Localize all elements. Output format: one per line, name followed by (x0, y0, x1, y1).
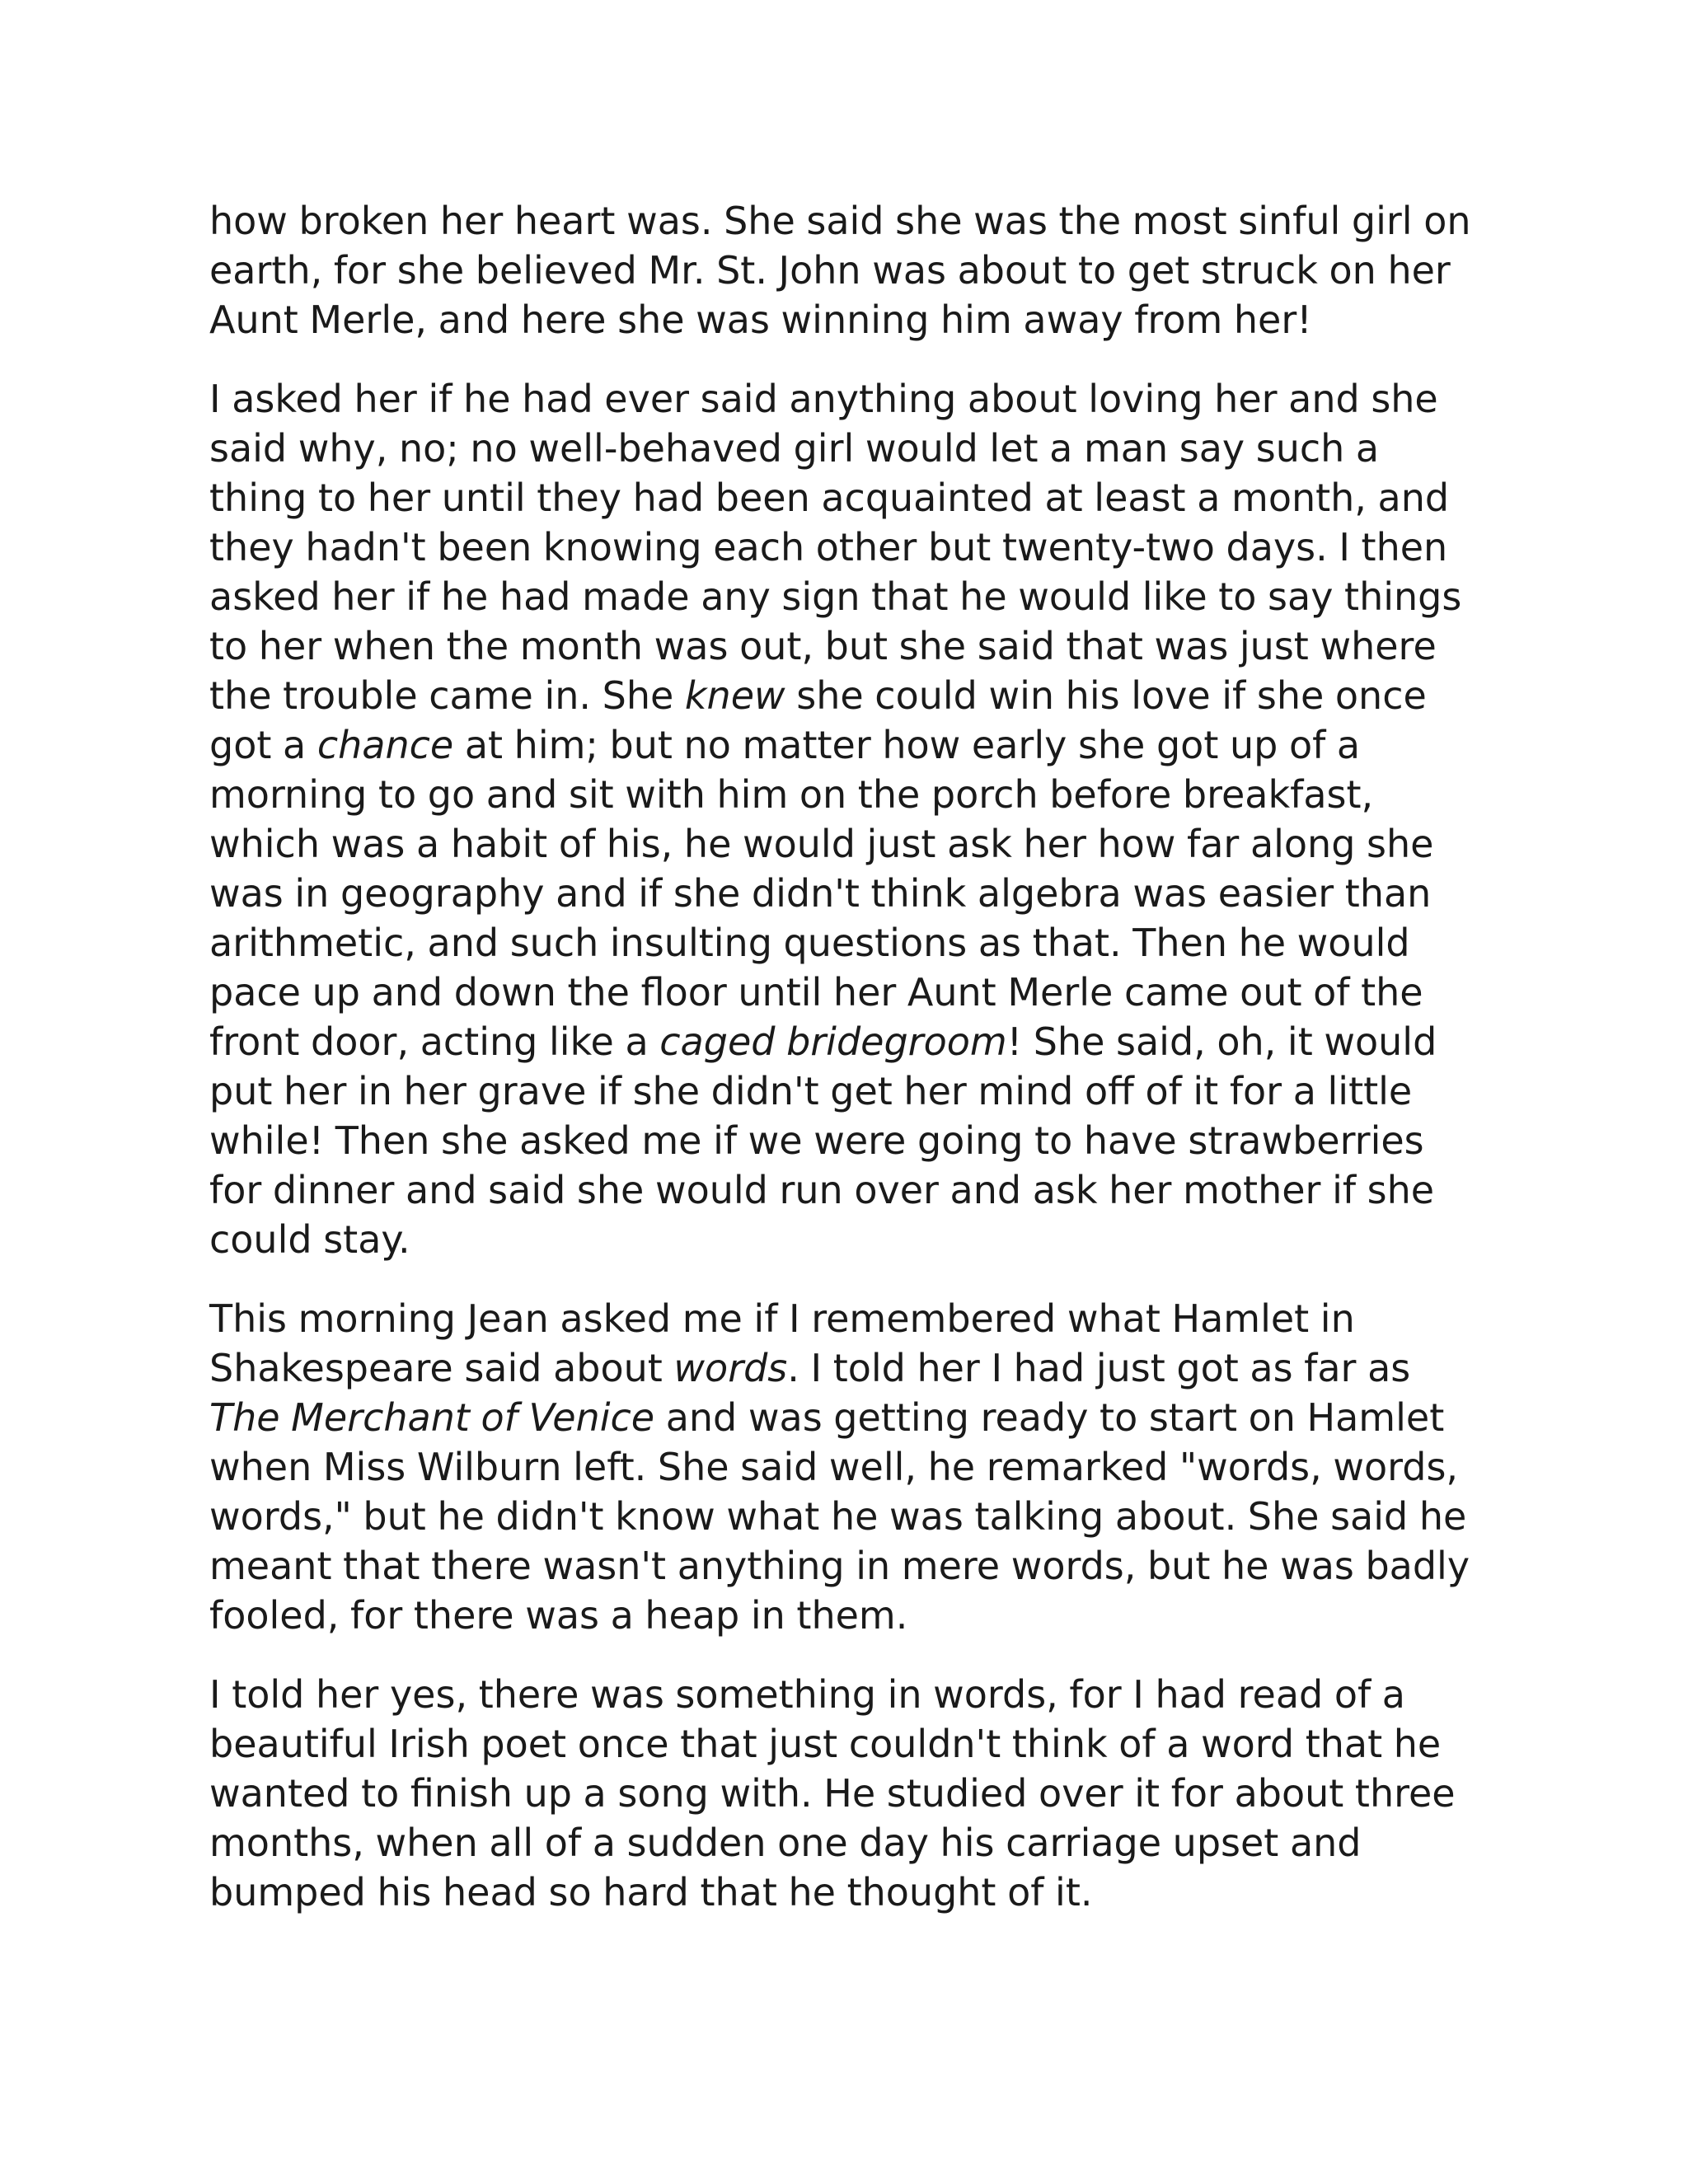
paragraph-3 (209, 1294, 1479, 1640)
paragraph-text: I asked her if he had ever said anything about loving her and she said why, no; no well-behaved girl would let a man say such a thing to her until they had been acquainted at least a month, and they hadn't been knowing each other but twenty-two days. I then asked her if he had made any sign that he would like to say things to her when the month was out, but she said that was just where the trouble came in. She (209, 377, 1462, 718)
paragraph-text: at him; but no matter how early she got up of a morning to go and sit with him on the porch before breakfast, which was a habit of his, he would just ask her how far along she was in geography and if she didn't think algebra was easier than arithmetic, and such insulting questions as that. Then he would pace up and down the floor until her Aunt Merle came out of the front door, acting like a (209, 723, 1434, 1064)
paragraph-text: This morning Jean asked me if I remembered what Hamlet in Shakespeare said about (209, 1296, 1355, 1390)
emphasis-text: words (673, 1346, 788, 1390)
paragraph-text: she could win his love if she once got a (209, 673, 1427, 767)
body-text (209, 196, 1479, 1917)
paragraph-text: how broken her heart was. She said she was the most sinful girl on earth, for she believed Mr. St. John was about to get struck on her Aunt Merle, and here she was winning him away from her! (209, 199, 1471, 342)
emphasis-text: chance (316, 723, 454, 767)
paragraph-text: and was getting ready to start on Hamlet when Miss Wilburn left. She said well, he remarked "words, words, words," but he didn't know what he was talking about. She said he meant that there wasn't anything in mere words, but he was badly fooled, for there was a heap in them. (209, 1395, 1470, 1638)
emphasis-text: caged bridegroom (659, 1019, 1007, 1064)
paragraph-4 (209, 1670, 1479, 1917)
paragraph-text: ! She said, oh, it would put her in her grave if she didn't get her mind off of it for a little while! Then she asked me if we were going to have strawberries for dinner and said she would run over and ask her mother if she could stay. (209, 1019, 1437, 1262)
paragraph-text: I told her yes, there was something in words, for I had read of a beautiful Irish poet once that just couldn't think of a word that he wanted to finish up a song with. He studied over it for about three months, when all of a sudden one day his carriage upset and bumped his head so hard that he thought of it. (209, 1672, 1456, 1915)
book-title-text: The Merchant of Venice (209, 1395, 655, 1440)
paragraph-2 (209, 374, 1479, 1264)
emphasis-text: knew (684, 673, 785, 718)
paragraph-text: . I told her I had just got as far as (787, 1346, 1411, 1390)
paragraph-1 (209, 196, 1479, 344)
